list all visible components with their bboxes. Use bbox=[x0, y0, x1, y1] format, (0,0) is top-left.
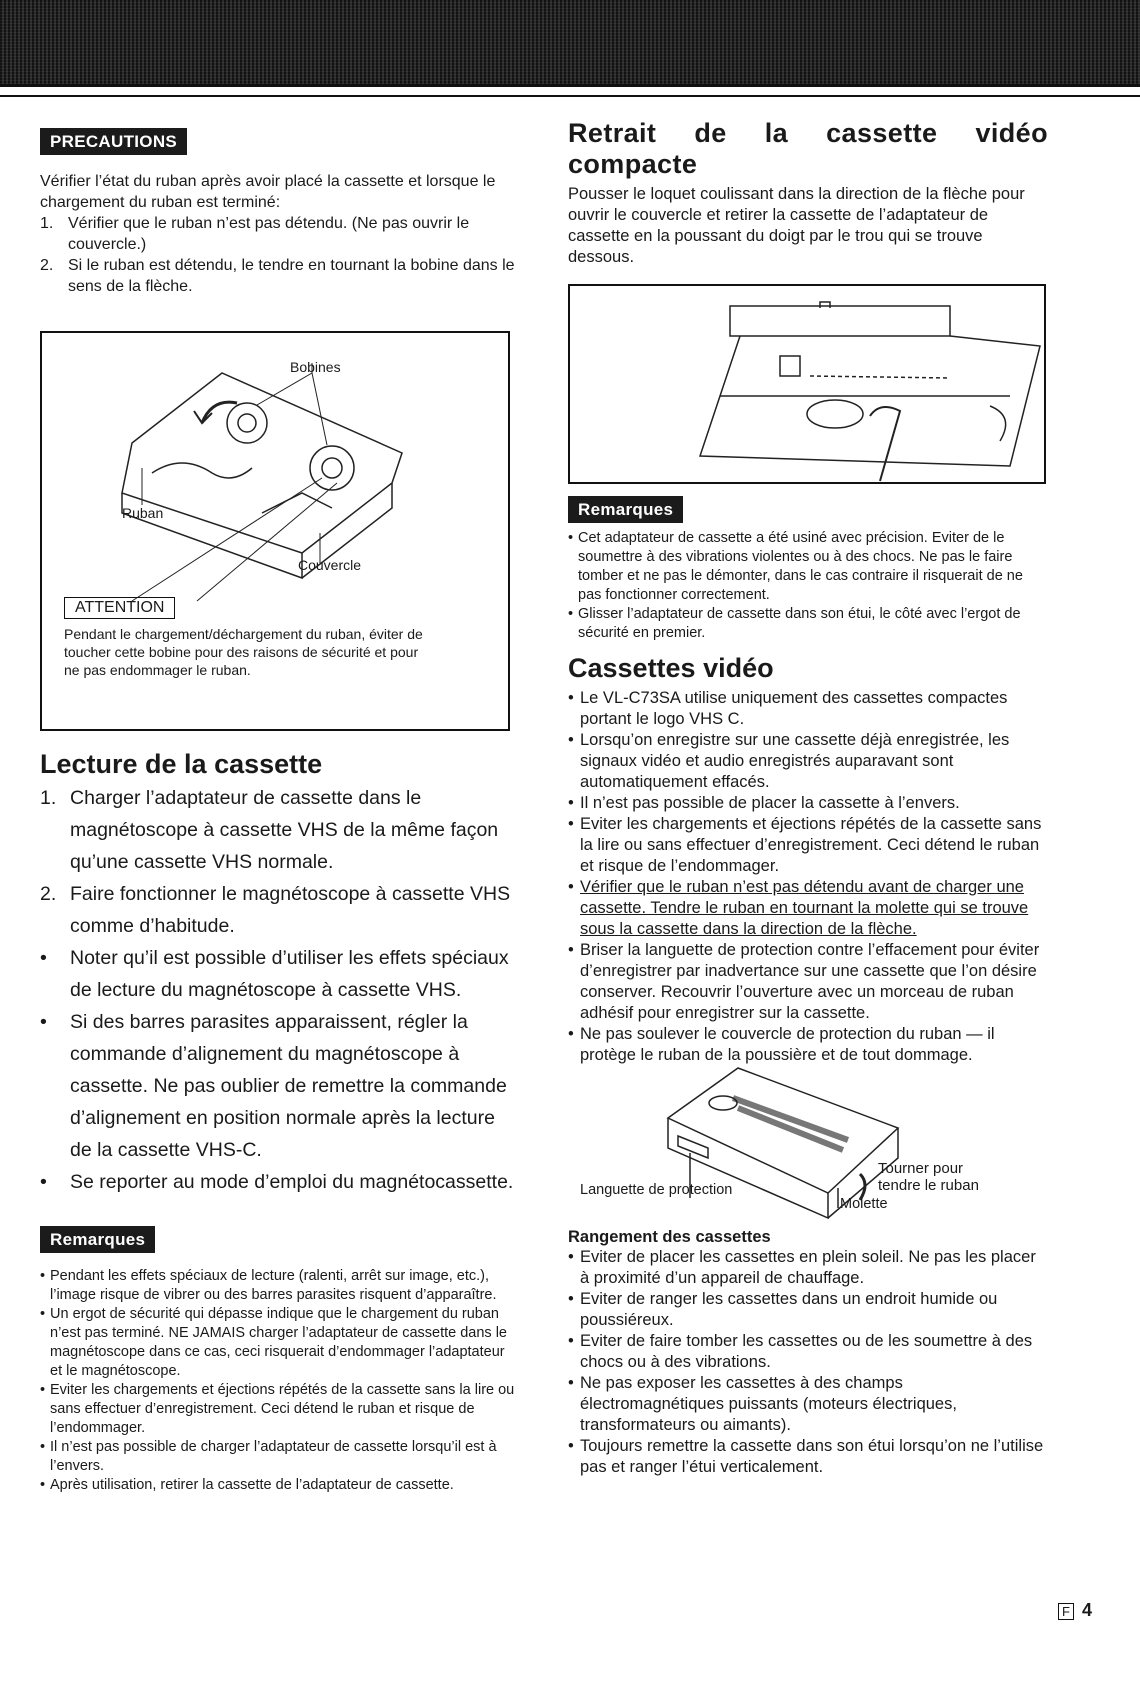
adapter-illustration bbox=[570, 286, 1044, 482]
list-item: • Eviter de faire tomber les cassettes ou de les soumettre à des chocs ou à des vibrations. bbox=[568, 1331, 1048, 1373]
right-column bbox=[568, 118, 1048, 1478]
attention-text: Pendant le chargement/déchargement du ruban, éviter de toucher cette bobine pour des raisons de sécurité et pour ne pas endommager le ruban. bbox=[64, 626, 423, 678]
language-box: F bbox=[1058, 1603, 1074, 1620]
list-item: 2. Faire fonctionner le magnétoscope à cassette VHS comme d’habitude. bbox=[40, 883, 511, 937]
attention-tag-wrap bbox=[64, 597, 175, 619]
list-item: • Il n’est pas possible de placer la cassette à l’envers. bbox=[568, 793, 1048, 814]
lecture-title: Lecture de la cassette bbox=[40, 749, 323, 779]
remarques-left-list bbox=[40, 1267, 520, 1495]
list-item: 2. Si le ruban est détendu, le tendre en tournant la bobine dans le sens de la flèche. bbox=[40, 257, 515, 295]
list-item: 1. Charger l’adaptateur de cassette dans le magnétoscope à cassette VHS de la même façon qu’une cassette VHS normale. bbox=[40, 787, 499, 873]
label-languette: Languette de protection bbox=[580, 1182, 733, 1198]
list-item: • Lorsqu’on enregistre sur une cassette déjà enregistrée, les signaux vidéo et audio enregistrés auparavant sont automatiquement effacés. bbox=[568, 730, 1048, 793]
cassette-reels-illustration bbox=[42, 333, 508, 623]
list-item: • Vérifier que le ruban n’est pas détendu avant de charger une cassette. Tendre le ruban en tournant la molette qui se trouve sous la cassette dans la direction de la flèche. bbox=[568, 877, 1048, 940]
lecture-list bbox=[40, 782, 520, 1198]
cassette-tab-illustration bbox=[568, 1058, 1048, 1228]
remarques-right-wrap bbox=[568, 496, 1048, 523]
remarques-right-list bbox=[568, 529, 1048, 643]
list-item: • Un ergot de sécurité qui dépasse indique que le chargement du ruban n’est pas terminé. NE JAMAIS charger l’adaptateur de cassette dans le magnétoscope dans ce cas, ceci risquerait d’endommager l’adaptateur et le magnétoscope. bbox=[40, 1305, 520, 1381]
list-item: • Toujours remettre la cassette dans son étui lorsqu’on ne l’utilise pas et ranger l’étui verticalement. bbox=[568, 1436, 1048, 1478]
list-item: • Après utilisation, retirer la cassette de l’adaptateur de cassette. bbox=[40, 1476, 520, 1495]
list-item: • Si des barres parasites apparaissent, régler la commande d’alignement du magnétoscope à cassette. Ne pas oublier de remettre la commande d’alignement en position normale après la lecture de la cassette VHS-C. bbox=[40, 1011, 507, 1161]
header-rule bbox=[0, 84, 1140, 87]
rangement-title: Rangement des cassettes bbox=[568, 1228, 771, 1246]
list-item: • Eviter de placer les cassettes en plein soleil. Ne pas les placer à proximité d’un appareil de chauffage. bbox=[568, 1247, 1048, 1289]
cassettes-title: Cassettes vidéo bbox=[568, 653, 774, 683]
list-item: • Glisser l’adaptateur de cassette dans son étui, le côté avec l’ergot de sécurité en premier. bbox=[568, 605, 1048, 643]
retrait-text: Pousser le loquet coulissant dans la direction de la flèche pour ouvrir le couvercle et retirer la cassette de l’adaptateur de cassette en la poussant du doigt par le trou qui se trouve dessous. bbox=[568, 185, 1025, 266]
remarques-tag-left: Remarques bbox=[40, 1226, 155, 1253]
list-item: • Briser la languette de protection contre l’effacement pour éviter d’enregistrer par inadvertance sur une cassette que l’on désire conserver. Recouvrir l’ouverture avec un morceau de ruban adhésif pour enregistrer sur la cassette. bbox=[568, 940, 1048, 1024]
list-item: • Le VL-C73SA utilise uniquement des cassettes compactes portant le logo VHS C. bbox=[568, 688, 1048, 730]
figure-cassette-reels bbox=[40, 331, 510, 731]
precautions-intro: Vérifier l’état du ruban après avoir placé la cassette et lorsque le chargement du ruban est terminé: bbox=[40, 173, 496, 211]
label-ruban: Ruban bbox=[122, 505, 164, 521]
remarques-left-wrap bbox=[40, 1226, 520, 1253]
label-bobines: Bobines bbox=[290, 359, 341, 375]
label-couvercle: Couvercle bbox=[298, 557, 362, 573]
precautions-list bbox=[40, 213, 520, 297]
attention-tag: ATTENTION bbox=[64, 597, 175, 619]
list-item: • Eviter les chargements et éjections répétés de la cassette sans la lire ou sans effectuer d’enregistrement. Ceci détend le ruban et risque de l’endommager. bbox=[568, 814, 1048, 877]
list-item: • Se reporter au mode d’emploi du magnétocassette. bbox=[40, 1171, 514, 1193]
list-item: • Noter qu’il est possible d’utiliser les effets spéciaux de lecture du magnétoscope à cassette VHS. bbox=[40, 947, 509, 1001]
rangement-list bbox=[568, 1247, 1048, 1478]
list-item: • Ne pas soulever le couvercle de protection du ruban — il protège le ruban de la poussière et de tout dommage. bbox=[568, 1024, 1048, 1066]
list-item: 1. Vérifier que le ruban n’est pas détendu. (Ne pas ouvrir le couvercle.) bbox=[40, 215, 470, 253]
cassettes-list bbox=[568, 688, 1048, 1066]
list-item: • Ne pas exposer les cassettes à des champs électromagnétiques puissants (moteurs électriques, transformateurs ou aimants). bbox=[568, 1373, 1048, 1436]
figure-cassette-tab bbox=[568, 1058, 1048, 1228]
label-tourner: Tourner pour tendre le ruban bbox=[878, 1160, 979, 1194]
precautions-tag: PRECAUTIONS bbox=[40, 128, 187, 155]
retrait-title: Retrait de la cassette vidéo compacte bbox=[568, 118, 1048, 179]
header-band bbox=[0, 0, 1140, 84]
list-item: • Eviter les chargements et éjections répétés de la cassette sans la lire ou sans effectuer d’enregistrement. Ceci détend le ruban et risque de l’endommager. bbox=[40, 1381, 520, 1438]
list-item: • Eviter de ranger les cassettes dans un endroit humide ou poussiéreux. bbox=[568, 1289, 1048, 1331]
left-column bbox=[40, 128, 520, 1495]
list-item: • Il n’est pas possible de charger l’adaptateur de cassette lorsqu’il est à l’envers. bbox=[40, 1438, 520, 1476]
header-rule-2 bbox=[0, 95, 1140, 97]
figure-adapter bbox=[568, 284, 1046, 484]
page-footer bbox=[1058, 1600, 1092, 1621]
remarques-tag-right: Remarques bbox=[568, 496, 683, 523]
label-molette: Molette bbox=[840, 1196, 888, 1212]
list-item: • Cet adaptateur de cassette a été usiné avec précision. Eviter de le soumettre à des vibrations violentes ou à des chocs. Ne pas le faire tomber et ne pas le démonter, dans le cas contraire il risquerait de ne pas fonctionner correctement. bbox=[568, 529, 1048, 605]
page-number: 4 bbox=[1081, 1600, 1092, 1620]
list-item: • Pendant les effets spéciaux de lecture (ralenti, arrêt sur image, etc.), l’image risque de vibrer ou des barres parasites risquent d’apparaître. bbox=[40, 1267, 520, 1305]
